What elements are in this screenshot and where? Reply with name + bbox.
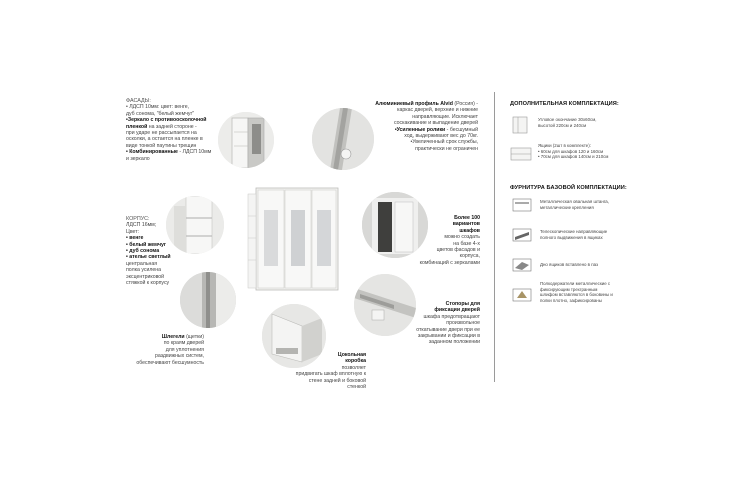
color-white-pearl: • белый жемчуг [126, 241, 167, 248]
door-brush-icon [180, 272, 236, 328]
stoppers-text: произвольное [446, 320, 480, 327]
wardrobe-interior-icon [218, 112, 274, 168]
combo-text: - ЛДСП 10мм [177, 149, 212, 156]
drawers-icon [510, 146, 532, 162]
variants-text: цветов фасадов и [436, 247, 480, 254]
extra-item-1-line: высотой 220см и 240см [538, 122, 587, 128]
facades-line: дуб сонома, "белый жемчуг" [126, 110, 195, 117]
stoppers-text: заданном положении [428, 339, 480, 346]
profile-text: •Увеличенный срок службы, [410, 139, 478, 146]
stoppers-bold: фиксации дверей [434, 307, 480, 314]
variants-text: можно создать [444, 234, 480, 241]
rails-icon [512, 228, 532, 242]
plinth-text: стене задней и боковой стенкой [308, 377, 366, 391]
drawer-bottom-icon [512, 258, 532, 272]
mirror-text: на задней стороне - [147, 123, 197, 130]
combo-text: и зеркало [126, 155, 150, 162]
hardware-item-2-line: полного выдвижения в ящиках [540, 234, 603, 240]
body-line: полка усилена [126, 267, 162, 274]
plinth-bold: коробка [345, 358, 366, 365]
body-line: эксцентриковой [126, 273, 165, 280]
hardware-item-3 [540, 262, 598, 268]
hardware-item-4-line: фиксирующим трехгранным [540, 286, 598, 292]
schlegel-text: по краям дверей [163, 340, 204, 347]
schlegel-text: обеспечивают бесшумность [136, 359, 204, 366]
plinth-block [290, 352, 366, 390]
variants-text: корпуса, [459, 253, 480, 260]
mirror-bold: пленкой [126, 123, 148, 130]
plinth-bold: Цокольная [337, 352, 366, 358]
rollers-text: - бесшумный [445, 126, 478, 133]
stoppers-block [396, 301, 480, 346]
profile-text: практически не ограничен [415, 145, 478, 152]
facades-title: ФАСАДЫ: [126, 98, 151, 104]
mirror-text: осколки, а остается на пленке в [126, 136, 203, 143]
hardware-item-4-line: Полкодержатели металлические с [540, 281, 611, 286]
hardware-item-1 [540, 199, 609, 210]
rod-icon [512, 198, 532, 212]
plinth-text: позволяет [341, 364, 366, 371]
extra-item-2-line: Ящики (2шт в комплекте): [538, 143, 591, 148]
body-line: Цвет: [126, 228, 140, 235]
variants-block [418, 215, 480, 260]
shelf-holder-icon [512, 288, 532, 302]
stoppers-text: откатывание двери при ее [416, 326, 480, 333]
schlegel-bold: Шлегели [161, 334, 185, 340]
body-line: стяжкой к корпусу [126, 280, 170, 287]
aluminum-profile-icon [312, 108, 374, 170]
hardware-item-2-line: Телескопические направляющие [540, 229, 608, 234]
color-venge: • венге [126, 235, 144, 242]
body-line: центральная [126, 260, 158, 267]
mirror-text: при ударе не рассыпается на [126, 130, 197, 137]
extra-item-1-line: Угловое окончание 30х60см, [538, 117, 597, 122]
mirror-text: виде тонкой паутины трещин [126, 142, 197, 149]
body-line: ЛДСП 16мм; [126, 222, 157, 229]
hardware-item-4 [540, 281, 613, 303]
extra-item-2 [538, 143, 608, 160]
combo-bold: • Комбинированные [126, 149, 178, 156]
schlegel-text: для уплотнения [165, 346, 204, 353]
hardware-item-2 [540, 229, 607, 240]
stoppers-bold: Стопоры для [445, 301, 480, 307]
corner-unit-icon [512, 116, 528, 134]
hardware-title: ФУРНИТУРА БАЗОВОЙ КОМПЛЕКТАЦИИ: [510, 185, 627, 191]
variants-text: на базе 4-х [453, 240, 480, 247]
hardware-item-4-line: полки плотно, зафиксированы [540, 297, 602, 303]
stoppers-text: закрывании и фиксации в [417, 333, 480, 340]
schlegel-block [130, 334, 204, 366]
facades-line: • ЛДСП 10мм: цвет: венге, [126, 104, 190, 111]
hardware-item-3-line: Дно ящиков вставлено в паз [540, 262, 599, 267]
stoppers-text: шкафа предотвращают [423, 313, 480, 320]
extra-item-1 [538, 117, 596, 128]
color-oak-sonoma: • дуб сонома [126, 248, 160, 255]
body-photo [166, 196, 224, 254]
hardware-item-1-line: Металлическая овальная штанга, [540, 199, 609, 204]
hardware-item-4-line: шлифом вставляются в боковины и [540, 292, 613, 298]
variants-bold: шкафов [459, 227, 480, 234]
shelf-corner-icon [166, 196, 224, 254]
schlegel-photo [180, 272, 236, 328]
variants-bold: Более 100 [454, 215, 480, 221]
wardrobe-image [246, 186, 342, 292]
schlegel-text: раздвижных систем, [154, 353, 204, 360]
variants-bold: вариантов [452, 221, 480, 228]
extra-item-2-line: • 60см для шкафов 120 и 160см [538, 148, 604, 154]
variants-last-line: комбинаций с зеркалами [419, 260, 480, 266]
profile-text: ход, выдерживают вес до 70кг. [404, 133, 478, 140]
plinth-text: придвигать шкаф вплотную к [295, 371, 366, 378]
extra-title: ДОПОЛНИТЕЛЬНАЯ КОМПЛЕКТАЦИЯ: [510, 101, 619, 107]
profile-text: каркас дверей, верхние и нижние [397, 107, 478, 114]
hardware-item-1-line: металлические крепления [540, 204, 594, 210]
body-title: КОРПУС: [126, 216, 150, 222]
profile-text: соскакивание и выпадение дверей [393, 120, 478, 127]
profile-photo [312, 108, 374, 170]
vertical-divider [494, 92, 495, 382]
profile-bold: Алюминиевый профиль Alvid [375, 101, 453, 107]
mirror-bold: •Зеркало с противоосколочной [126, 117, 207, 124]
wardrobe-icon [246, 186, 342, 292]
profile-text: (Россия) - [452, 101, 478, 107]
profile-text: направляющие. Исключает [412, 113, 478, 120]
schlegel-text: (щетки) [184, 334, 204, 340]
facades-photo [218, 112, 274, 168]
color-atelier-light: • ателье светлый [126, 254, 171, 261]
rollers-bold: •Усиленные ролики [394, 126, 446, 133]
extra-item-2-line: • 70см для шкафов 140см и 210см [538, 154, 609, 160]
profile-block [358, 101, 478, 152]
